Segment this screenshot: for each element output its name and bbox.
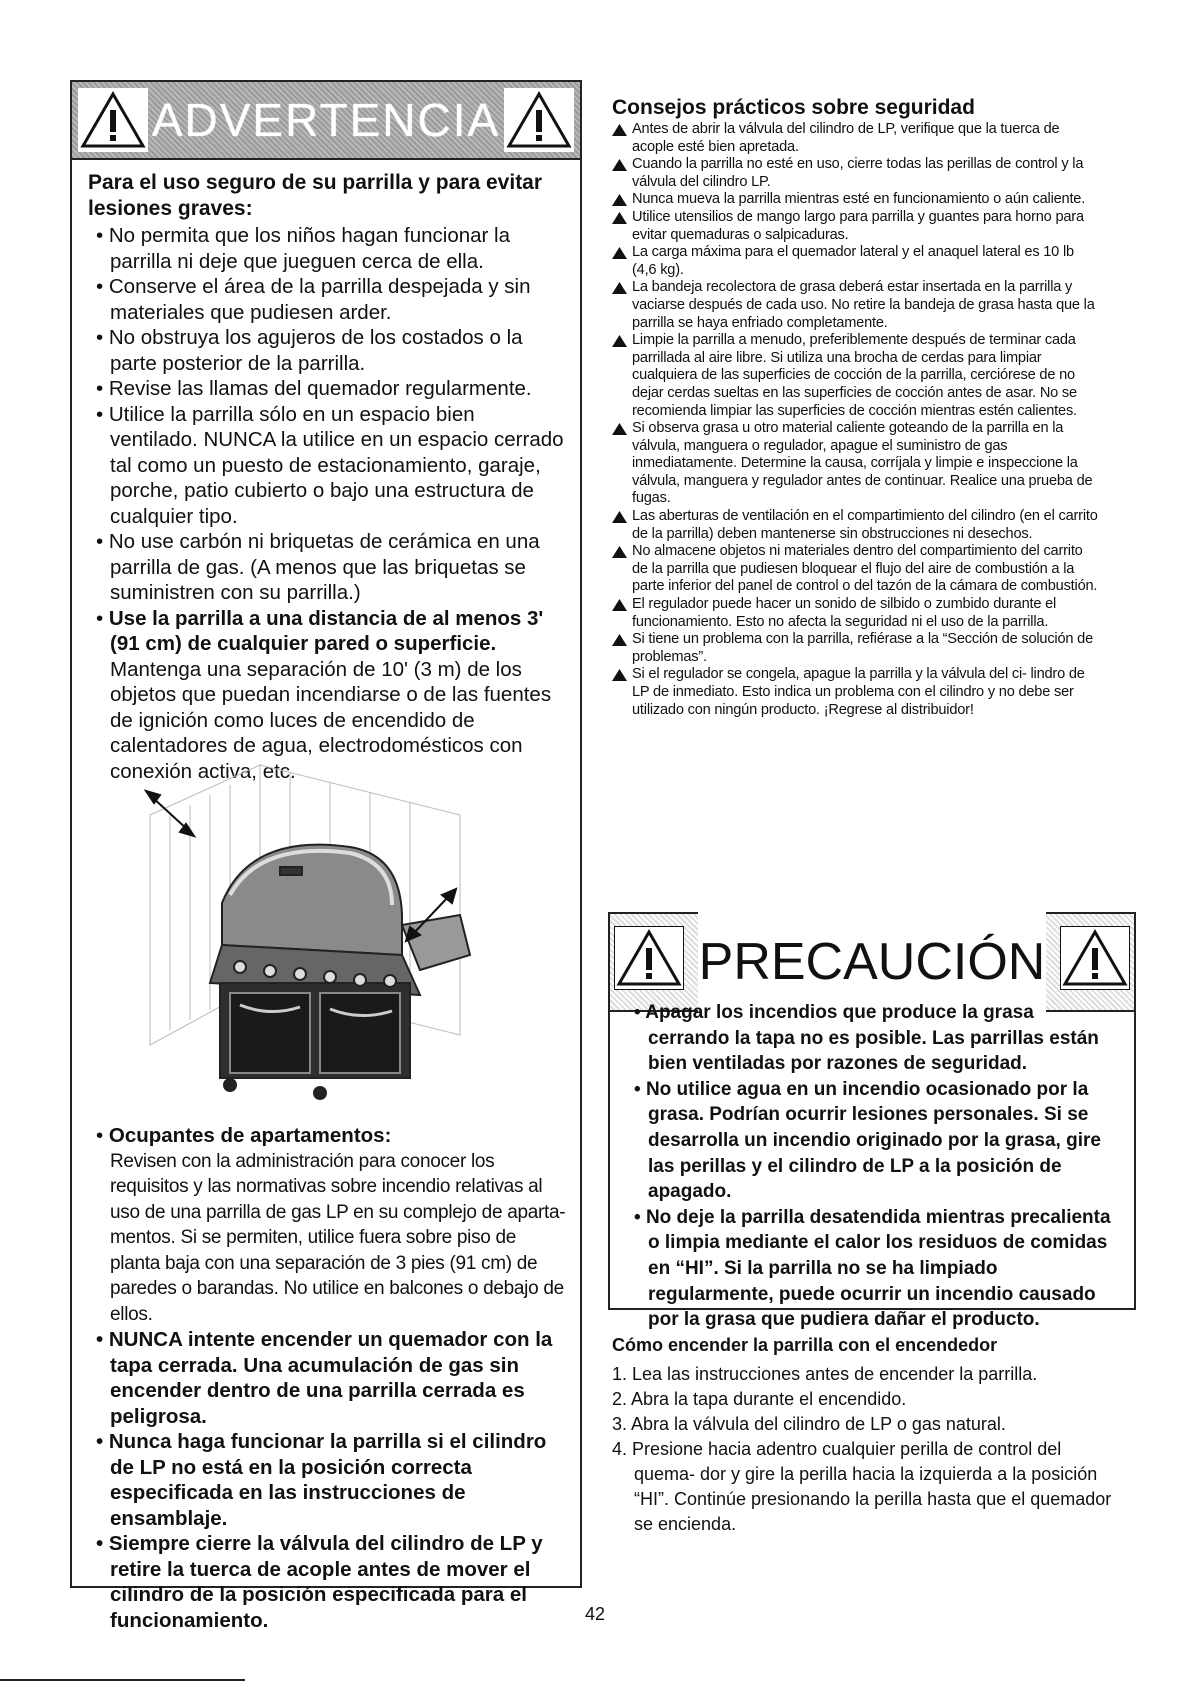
- tip-item: La bandeja recolectora de grasa deberá estar insertada en la parrilla y vaciarse después de cada uso. No retire la bandeja de grasa hasta que la parrilla se haya enfriado completamente.: [612, 279, 1098, 332]
- tip-item: Si observa grasa u otro material caliente goteando de la parrilla en la válvula, manguera o regulador, apague el suministro de gas inmediatamente. Determine la causa, corríjala y limpie e inspeccione la válvula, manguera y regulador antes de continuar. Realice una prueba de fugas.: [612, 420, 1098, 508]
- tip-item: Cuando la parrilla no esté en uso, cierre todas las perillas de control y la válvula del cilindro LP.: [612, 156, 1098, 191]
- caution-bullet: • Apagar los incendios que produce la grasa cerrando la tapa no es posible. Las parrillas están bien ventiladas por razones de seguridad.: [634, 1002, 1099, 1075]
- warning-triangle-small-icon: [612, 511, 627, 523]
- lighting-steps: [612, 1362, 1112, 1537]
- lighting-title: Cómo encender la parrilla con el encendedor: [612, 1335, 998, 1355]
- caution-triangle-icon: [1060, 926, 1130, 990]
- tip-item: Si tiene un problema con la parrilla, refiérase a la “Sección de solución de problemas”.: [612, 631, 1098, 666]
- tip-item: Limpie la parrilla a menudo, preferiblemente después de terminar cada parrillada al aire libre. Si utiliza una brocha de cerdas para limpiar cualquiera de las superficies de cocción de la parrilla, cerciórese de no dejar cerdas sueltas en las superficies de cocción antes de asar. No se recomienda limpiar las superficies de cocción mientras estén calientes.: [612, 332, 1098, 420]
- tip-item: Antes de abrir la válvula del cilindro de LP, verifique que la tuerca de acople esté bien apretada.: [612, 121, 1098, 156]
- warning-triangle-small-icon: [612, 423, 627, 435]
- tips-list: [612, 121, 1098, 719]
- warning-triangle-small-icon: [612, 247, 627, 259]
- caution-title: PRECAUCIÓN: [698, 912, 1046, 1012]
- footer-rule: [0, 1679, 245, 1681]
- caution-content: [626, 1000, 1120, 1333]
- tip-item: Utilice utensilios de mango largo para parrilla y guantes para horno para evitar quemaduras o salpicaduras.: [612, 209, 1098, 244]
- warning-banner: [70, 80, 582, 160]
- warning-bullet: • Utilice la parrilla sólo en un espacio bien ventilado. NUNCA la utilice en un espacio cerrado tal como un puesto de estacionamiento, garaje, porche, patio cubierto o bajo una estructura de cualquier tipo.: [96, 402, 564, 528]
- lighting-step: 4. Presione hacia adentro cualquier perilla de control del quema- dor y gire la perilla hacia la izquierda a la posición “HI”. Continúe presionando la perilla hasta que el quemador se encienda.: [612, 1439, 1112, 1534]
- tip-item: Las aberturas de ventilación en el compartimiento del cilindro (en el carrito de la parrilla) deben mantenerse sin obstrucciones ni desechos.: [612, 508, 1098, 543]
- warning-triangle-small-icon: [612, 194, 627, 206]
- tip-item: Si el regulador se congela, apague la parrilla y la válvula del ci- lindro de LP de inmediato. Esto indica un problema con el cilindro y no debe ser utilizado con ningún producto. ¡Regrese al distribuidor!: [612, 666, 1098, 719]
- warning-title: ADVERTENCIA: [151, 94, 501, 146]
- warning-triangle-small-icon: [612, 634, 627, 646]
- warning-triangle-small-icon: [612, 335, 627, 347]
- apartments-bullet: • Ocupantes de apartamentos:: [96, 1124, 392, 1147]
- warning-triangle-small-icon: [612, 124, 627, 136]
- warning-bullet: • Revise las llamas del quemador regularmente.: [96, 377, 532, 400]
- apartments-text: Revisen con la administración para conocer los requisitos y las normativas sobre incendio relativas al uso de una parrilla de gas LP en su complejo de aparta- mentos. Si se permiten, utilice fuera sobre piso de planta baja con una separación de 3 pies (91 cm) de paredes o barandas. No utilice en balcones o debajo de ellos.: [110, 1150, 566, 1325]
- warning-triangle-icon: [504, 88, 574, 152]
- tips-title: Consejos prácticos sobre seguridad: [612, 96, 975, 119]
- warning-triangle-small-icon: [612, 546, 627, 558]
- tip-item: La carga máxima para el quemador lateral y el anaquel lateral es 10 lb (4,6 kg).: [612, 244, 1098, 279]
- warning-bold-bullet: • NUNCA intente encender un quemador con la tapa cerrada. Una acumulación de gas sin encender dentro de una parrilla cerrada es peligrosa.: [96, 1328, 553, 1428]
- page-number: 42: [585, 1604, 606, 1624]
- warning-bold-bullet: • Nunca haga funcionar la parrilla si el cilindro de LP no está en la posición correcta especificada en las instrucciones de ensamblaje.: [96, 1430, 547, 1530]
- warning-content-lower: [88, 1123, 568, 1633]
- warning-triangle-small-icon: [612, 159, 627, 171]
- lighting-step: 1. Lea las instrucciones antes de encender la parrilla.: [612, 1364, 1038, 1384]
- warning-triangle-small-icon: [612, 599, 627, 611]
- tip-item: El regulador puede hacer un sonido de silbido o zumbido durante el funcionamiento. Esto no afecta la seguridad ni el uso de la parrilla.: [612, 596, 1098, 631]
- lighting-step: 3. Abra la válvula del cilindro de LP o gas natural.: [612, 1414, 1006, 1434]
- warning-bullet: • No obstruya los agujeros de los costados o la parte posterior de la parrilla.: [96, 326, 523, 375]
- lighting-step: 2. Abra la tapa durante el encendido.: [612, 1389, 907, 1409]
- warning-triangle-icon: [78, 88, 148, 152]
- warning-content: [88, 170, 568, 784]
- warning-bold-bullet: • Siempre cierre la válvula del cilindro de LP y retire la tuerca de acople antes de mover el cilindro de la posición especificada para el funcionamiento.: [96, 1532, 543, 1632]
- caution-triangle-icon: [614, 926, 684, 990]
- warning-triangle-small-icon: [612, 282, 627, 294]
- caution-banner: [608, 912, 1136, 1012]
- warning-bullet: • No use carbón ni briquetas de cerámica en una parrilla de gas. (A menos que las briquetas se suministren con su parrilla.): [96, 530, 540, 604]
- tip-item: No almacene objetos ni materiales dentro del compartimiento del carrito de la parrilla que pudiesen bloquear el flujo del aire de combustión a la parte inferior del panel de control o del tazón de la cámara de combustión.: [612, 543, 1098, 596]
- warning-triangle-small-icon: [612, 212, 627, 224]
- tip-item: Nunca mueva la parrilla mientras esté en funcionamiento o aún caliente.: [612, 191, 1098, 209]
- warning-triangle-small-icon: [612, 669, 627, 681]
- caution-bullet: • No deje la parrilla desatendida mientras precalienta o limpia mediante el calor los residuos de comidas en “HI”. Si la parrilla no se ha limpiado regularmente, puede ocurrir un incendio causado por la grasa que pudiera dañar el producto.: [634, 1206, 1111, 1331]
- warning-bullet-distance: • Use la parrilla a una distancia de al menos 3' (91 cm) de cualquier pared o superficie. Mantenga una separación de 10' (3 m) de los objetos que puedan incendiarse o de las fuentes de ignición como luces de encendido de calentadores de agua, electrodomésticos con conexión activa, etc.: [96, 606, 552, 783]
- caution-bullet: • No utilice agua en un incendio ocasionado por la grasa. Podrían ocurrir lesiones personales. Si se desarrolla un incendio originado por la grasa, gire las perillas y el cilindro de LP a la posición de apagado.: [634, 1078, 1101, 1203]
- warning-bullet: • Conserve el área de la parrilla despejada y sin materiales que pudiesen arder.: [96, 275, 531, 324]
- warning-bullet: • No permita que los niños hagan funcionar la parrilla ni deje que jueguen cerca de ella.: [96, 224, 511, 273]
- grill-illustration: [130, 755, 530, 1115]
- warning-heading: Para el uso seguro de su parrilla y para evitar lesiones graves:: [88, 171, 543, 220]
